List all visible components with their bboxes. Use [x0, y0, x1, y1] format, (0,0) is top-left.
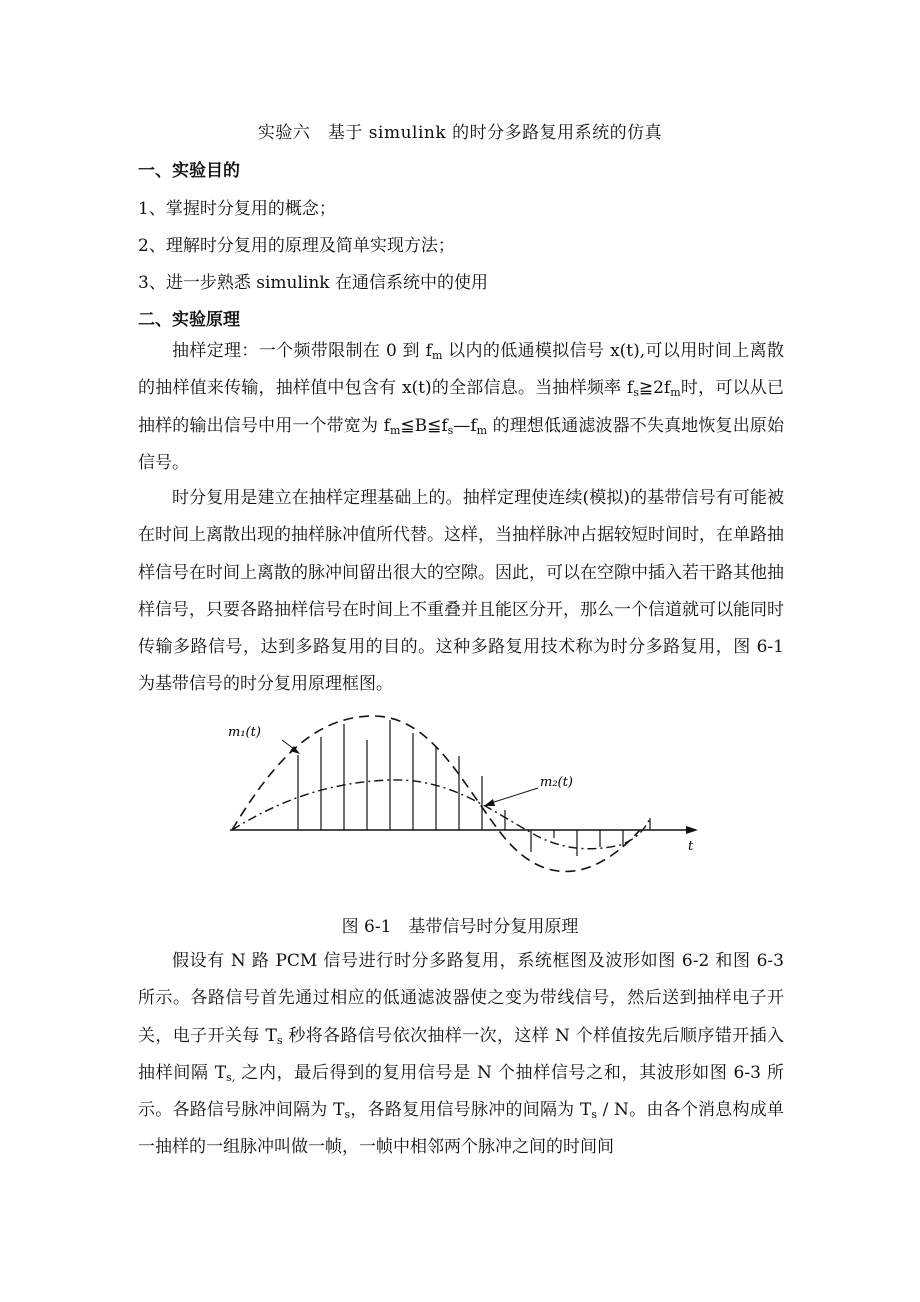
- m2-label: m₂(t): [540, 775, 573, 790]
- section-heading-principle: 二、实验原理: [138, 310, 240, 330]
- figure-6-1: [220, 700, 700, 900]
- purpose-item-2: 2、理解时分复用的原理及简单实现方法；: [138, 236, 455, 256]
- pcm-paragraph: 假设有 N 路 PCM 信号进行时分多路复用，系统框图及波形如图 6-2 和图 6-3 所示。各路信号首先通过相应的低通滤波器使之变为带线信号，然后送到抽样电子开关，电子开关每 $T_s$ 秒将各路信号依次抽样一次，这样 N 个样值按先后顺序错开插入抽样间隔 $T_{s,}$ 之内，最后得到的复用信号是 N 个抽样信号之和，其波形如图 6-3 所示。各路信号脉冲间隔为 $T_s$，各路复用信号脉冲的间隔为 $T_s$ / N。由各个消息构成单一抽样的一组脉冲叫做一帧，一帧中相邻两个脉冲之间的时间间: [138, 951, 784, 1158]
- purpose-item-3: 3、进一步熟悉 simulink 在通信系统中的使用: [138, 273, 488, 293]
- purpose-item-1: 1、掌握时分复用的概念；: [138, 199, 336, 219]
- tdm-paragraph: 时分复用是建立在抽样定理基础上的。抽样定理使连续(模拟)的基带信号有可能被在时间上离散出现的抽样脉冲值所代替。这样，当抽样脉冲占据较短时间时，在单路抽样信号在时间上离散的脉冲间留出很大的空隙。因此，可以在空隙中插入若干路其他抽样信号，只要各路抽样信号在时间上不重叠并且能区分开，那么一个信道就可以能同时传输多路信号，达到多路复用的目的。这种多路复用技术称为时分多路复用，图 6-1 为基带信号的时分复用原理框图。: [138, 488, 784, 695]
- section-heading-purpose: 一、实验目的: [138, 161, 240, 181]
- sample-pulses: [298, 720, 650, 856]
- t-label: t: [688, 839, 694, 854]
- time-axis-arrow: [686, 826, 698, 834]
- figure-caption: 图 6-1 基带信号时分复用原理: [341, 917, 579, 937]
- page-title: 实验六 基于 simulink 的时分多路复用系统的仿真: [257, 123, 663, 143]
- m1-label: m₁(t): [228, 725, 261, 740]
- m2-waveform: [232, 780, 650, 849]
- sampling-theorem-paragraph: 抽样定理：一个频带限制在 0 到 $f_m$ 以内的低通模拟信号 x(t),可以用时间上离散的抽样值来传输，抽样值中包含有 x(t)的全部信息。当抽样频率 $f_s≧2f_m$时，可以从已抽样的输出信号中用一个带宽为 $f_m≦B≦f_s—f_m$ 的理想低通滤波器不失真地恢复出原始信号。: [138, 341, 785, 473]
